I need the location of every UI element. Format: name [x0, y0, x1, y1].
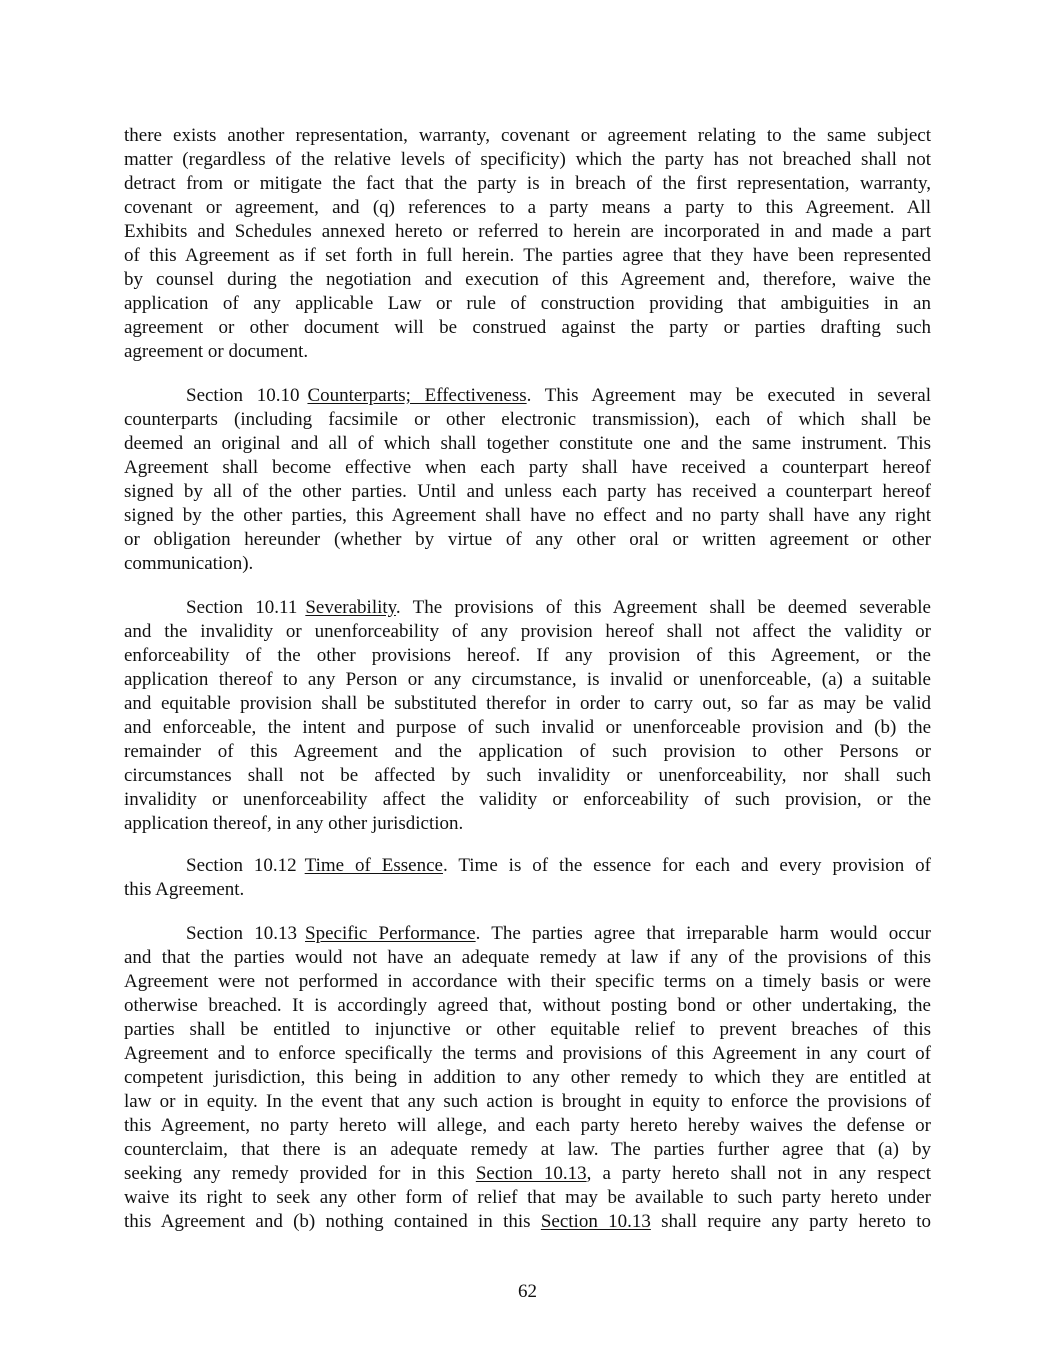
text-line: application of any applicable Law or rule of construction providing that ambiguities in an [124, 293, 931, 314]
text-line: application thereof, in any other jurisdiction. [124, 813, 464, 834]
text-line: law or in equity. In the event that any such action is brought in equity to enforce the provisions of [124, 1091, 931, 1112]
text-fragment: this Agreement and (b) nothing contained in this [124, 1211, 541, 1232]
section-number: Section 10.11 [186, 597, 298, 618]
text-line: covenant or agreement, and (q) references to a party means a party to this Agreement. All [124, 197, 931, 218]
text-line: deemed an original and all of which shall together constitute one and the same instrument. This [124, 433, 931, 454]
section-first-line [186, 922, 931, 946]
text-line: Agreement shall become effective when each party shall have received a counterpart hereof [124, 457, 931, 478]
text-line: agreement or document. [124, 341, 309, 362]
section-text: . The provisions of this Agreement shall be deemed severable [395, 597, 931, 618]
section-text: . Time is of the essence for each and every provision of [442, 855, 931, 876]
text-line: otherwise breached. It is accordingly agreed that, without posting bond or other undertaking, the [124, 995, 931, 1016]
text-line: and that the parties would not have an adequate remedy at law if any of the provisions of this [124, 947, 931, 968]
text-line: circumstances shall not be affected by such invalidity or unenforceability, nor shall such [124, 765, 931, 786]
text-line: competent jurisdiction, this being in addition to any other remedy to which they are entitled at [124, 1067, 931, 1088]
text-line: remainder of this Agreement and the application of such provision to other Persons or [124, 741, 931, 762]
text-line: and enforceable, the intent and purpose of such invalid or unenforceable provision and (b) the [124, 717, 931, 738]
text-line: and equitable provision shall be substituted therefor in order to carry out, so far as may be valid [124, 693, 931, 714]
section-number: Section 10.13 [186, 923, 298, 944]
section-text: . This Agreement may be executed in several [526, 385, 931, 406]
section-number: Section 10.12 [186, 855, 297, 876]
text-line: Agreement were not performed in accordance with their specific terms on a timely basis or were [124, 971, 931, 992]
text-line: waive its right to seek any other form of relief that may be available to such party hereto under [124, 1187, 931, 1208]
section-first-line [186, 384, 931, 408]
section-first-line [186, 854, 931, 878]
text-line: parties shall be entitled to injunctive or other equitable relief to prevent breaches of this [124, 1019, 931, 1040]
text-fragment: , a party hereto shall not in any respect [586, 1163, 931, 1184]
section-number: Section 10.10 [186, 385, 300, 406]
text-line: agreement or other document will be construed against the party or parties drafting such [124, 317, 931, 338]
text-line: Agreement and to enforce specifically the terms and provisions of this Agreement in any court of [124, 1043, 931, 1064]
text-fragment: shall require any party hereto to [650, 1211, 931, 1232]
section-cross-reference: Section 10.13 [540, 1211, 651, 1232]
section-text: . The parties agree that irreparable harm would occur [475, 923, 931, 944]
text-line: communication). [124, 553, 254, 574]
text-line: matter (regardless of the relative levels of specificity) which the party has not breached shall not [124, 149, 931, 170]
section-heading: Specific Performance [305, 923, 476, 944]
section-heading: Counterparts; Effectiveness [307, 385, 527, 406]
section-heading: Severability [305, 597, 396, 618]
text-line: or obligation hereunder (whether by virtue of any other oral or written agreement or other [124, 529, 931, 550]
text-line: application thereof to any Person or any circumstance, is invalid or unenforceable, (a) a suitable [124, 669, 931, 690]
text-line: enforceability of the other provisions hereof. If any provision of this Agreement, or the [124, 645, 931, 666]
text-line: counterparts (including facsimile or other electronic transmission), each of which shall be [124, 409, 931, 430]
text-line: of this Agreement as if set forth in full herein. The parties agree that they have been represented [124, 245, 931, 266]
text-line: detract from or mitigate the fact that the party is in breach of the first representation, warranty, [124, 173, 931, 194]
text-line: invalidity or unenforceability affect the validity or enforceability of such provision, or the [124, 789, 931, 810]
text-line [124, 1210, 931, 1234]
text-line: Exhibits and Schedules annexed hereto or referred to herein are incorporated in and made a part [124, 221, 931, 242]
section-first-line [186, 596, 931, 620]
text-line: by counsel during the negotiation and execution of this Agreement and, therefore, waive the [124, 269, 931, 290]
text-fragment: seeking any remedy provided for in this [124, 1163, 476, 1184]
text-line: this Agreement. [124, 879, 245, 900]
text-line: this Agreement, no party hereto will allege, and each party hereto hereby waives the defense or [124, 1115, 931, 1136]
section-cross-reference: Section 10.13 [475, 1163, 587, 1184]
text-line [124, 1162, 931, 1186]
text-line: signed by the other parties, this Agreement shall have no effect and no party shall have any right [124, 505, 931, 526]
text-line: signed by all of the other parties. Until and unless each party has received a counterpart hereof [124, 481, 931, 502]
text-line: counterclaim, that there is an adequate remedy at law. The parties further agree that (a) by [124, 1139, 931, 1160]
page-number: 62 [518, 1281, 537, 1302]
section-heading: Time of Essence [304, 855, 443, 876]
text-line: and the invalidity or unenforceability of any provision hereof shall not affect the validity or [124, 621, 931, 642]
text-line: there exists another representation, warranty, covenant or agreement relating to the same subject [124, 125, 931, 146]
